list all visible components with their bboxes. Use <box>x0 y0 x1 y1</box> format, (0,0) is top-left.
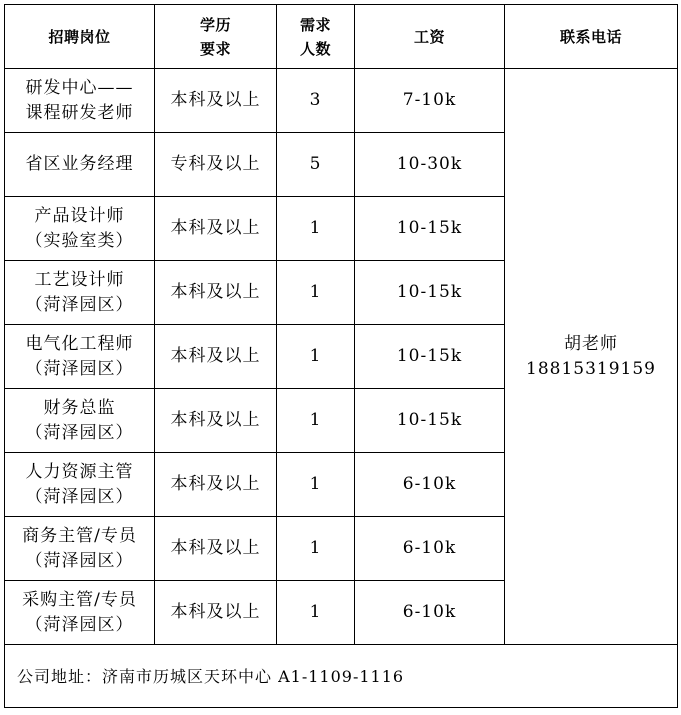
header-contact: 联系电话 <box>505 5 678 69</box>
address-row <box>5 645 678 708</box>
position-cell: 电气化工程师 （菏泽园区） <box>5 325 155 389</box>
position-cell: 人力资源主管 （菏泽园区） <box>5 453 155 517</box>
count-cell: 1 <box>277 197 355 261</box>
education-cell: 本科及以上 <box>155 581 277 645</box>
salary-cell: 10-15k <box>355 197 505 261</box>
salary-cell: 6-10k <box>355 517 505 581</box>
position-cell: 采购主管/专员 （菏泽园区） <box>5 581 155 645</box>
education-cell: 本科及以上 <box>155 261 277 325</box>
education-cell: 本科及以上 <box>155 517 277 581</box>
header-salary: 工资 <box>355 5 505 69</box>
position-cell: 研发中心—— 课程研发老师 <box>5 69 155 133</box>
header-position: 招聘岗位 <box>5 5 155 69</box>
salary-cell: 7-10k <box>355 69 505 133</box>
education-cell: 本科及以上 <box>155 325 277 389</box>
count-cell: 1 <box>277 325 355 389</box>
salary-cell: 6-10k <box>355 453 505 517</box>
count-cell: 1 <box>277 517 355 581</box>
contact-phone: 18815319159 <box>526 358 656 379</box>
salary-cell: 10-15k <box>355 389 505 453</box>
salary-cell: 10-30k <box>355 133 505 197</box>
contact-cell <box>505 69 678 645</box>
header-count: 需求 人数 <box>277 5 355 69</box>
recruitment-table <box>4 4 678 708</box>
count-cell: 1 <box>277 261 355 325</box>
position-cell: 工艺设计师 （菏泽园区） <box>5 261 155 325</box>
education-cell: 本科及以上 <box>155 69 277 133</box>
count-cell: 1 <box>277 453 355 517</box>
position-cell: 商务主管/专员 （菏泽园区） <box>5 517 155 581</box>
salary-cell: 10-15k <box>355 261 505 325</box>
count-cell: 1 <box>277 389 355 453</box>
header-row <box>5 5 678 69</box>
count-cell: 5 <box>277 133 355 197</box>
education-cell: 本科及以上 <box>155 389 277 453</box>
count-cell: 1 <box>277 581 355 645</box>
company-address: 公司地址：济南市历城区天环中心 A1-1109-1116 <box>5 645 678 708</box>
education-cell: 专科及以上 <box>155 133 277 197</box>
contact-name: 胡老师 <box>564 333 618 354</box>
count-cell: 3 <box>277 69 355 133</box>
table-row <box>5 69 678 133</box>
header-education: 学历 要求 <box>155 5 277 69</box>
education-cell: 本科及以上 <box>155 453 277 517</box>
education-cell: 本科及以上 <box>155 197 277 261</box>
position-cell: 省区业务经理 <box>5 133 155 197</box>
salary-cell: 10-15k <box>355 325 505 389</box>
salary-cell: 6-10k <box>355 581 505 645</box>
position-cell: 产品设计师 （实验室类） <box>5 197 155 261</box>
position-cell: 财务总监 （菏泽园区） <box>5 389 155 453</box>
